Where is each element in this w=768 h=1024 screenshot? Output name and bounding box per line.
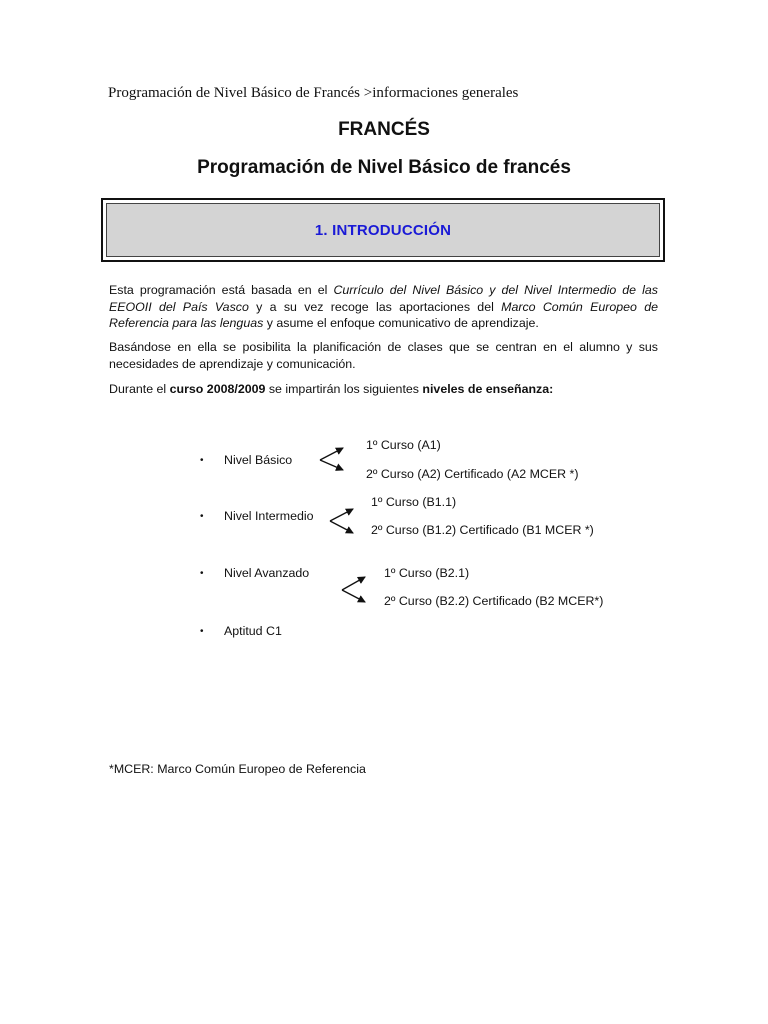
course-intermedio-2: 2º Curso (B1.2) Certificado (B1 MCER *) xyxy=(371,523,594,537)
bullet-icon: • xyxy=(200,626,204,637)
page-subtitle: Programación de Nivel Básico de francés xyxy=(197,157,571,178)
section-title: 1. INTRODUCCIÓN xyxy=(314,221,452,239)
intro-text: Durante el xyxy=(109,382,170,396)
course-intermedio-1: 1º Curso (B1.1) xyxy=(371,495,457,509)
level-name-aptitud: Aptitud C1 xyxy=(224,624,282,638)
intro-paragraph-1 xyxy=(109,282,658,332)
levels-heading: niveles de enseñanza: xyxy=(422,382,554,396)
curriculum-reference: Currículo del Nivel Básico y del Nivel Intermedio de las EEOOII del País Vasco xyxy=(109,283,658,314)
page-title: FRANCÉS xyxy=(338,119,430,140)
intro-text: y asume el enfoque comunicativo de aprendizaje. xyxy=(263,316,539,330)
school-year: curso 2008/2009 xyxy=(169,382,266,396)
branch-arrow-icon xyxy=(320,448,343,470)
intro-text: Esta programación está basada en el xyxy=(109,283,334,297)
level-name-basico: Nivel Básico xyxy=(224,453,293,467)
course-avanzado-1: 1º Curso (B2.1) xyxy=(384,566,470,580)
branch-arrow-icon xyxy=(342,577,365,602)
intro-paragraph-3 xyxy=(109,381,658,398)
intro-text: se impartirán los siguientes xyxy=(265,382,423,396)
course-basico-2: 2º Curso (A2) Certificado (A2 MCER *) xyxy=(366,467,579,481)
branch-arrow-icon xyxy=(330,509,353,533)
document-header: Programación de Nivel Básico de Francés >informaciones generales xyxy=(108,85,519,101)
bullet-icon: • xyxy=(200,511,204,522)
intro-paragraph-2: Basándose en ella se posibilita la planificación de clases que se centran en el alumno y sus necesidades de aprendizaje y comunicación. xyxy=(109,340,658,371)
section-heading-inner xyxy=(106,203,660,257)
bullet-icon: • xyxy=(200,455,204,466)
mcer-reference: Marco Común Europeo de Referencia para las lenguas xyxy=(109,299,659,330)
course-avanzado-2: 2º Curso (B2.2) Certificado (B2 MCER*) xyxy=(384,594,604,608)
bullet-icon: • xyxy=(200,568,204,579)
footnote: *MCER: Marco Común Europeo de Referencia xyxy=(109,762,366,776)
section-heading-box xyxy=(101,198,665,262)
level-name-intermedio: Nivel Intermedio xyxy=(224,509,314,523)
level-name-avanzado: Nivel Avanzado xyxy=(224,566,310,580)
intro-text: y a su vez recoge las aportaciones del xyxy=(248,299,502,314)
course-basico-1: 1º Curso (A1) xyxy=(366,438,441,452)
